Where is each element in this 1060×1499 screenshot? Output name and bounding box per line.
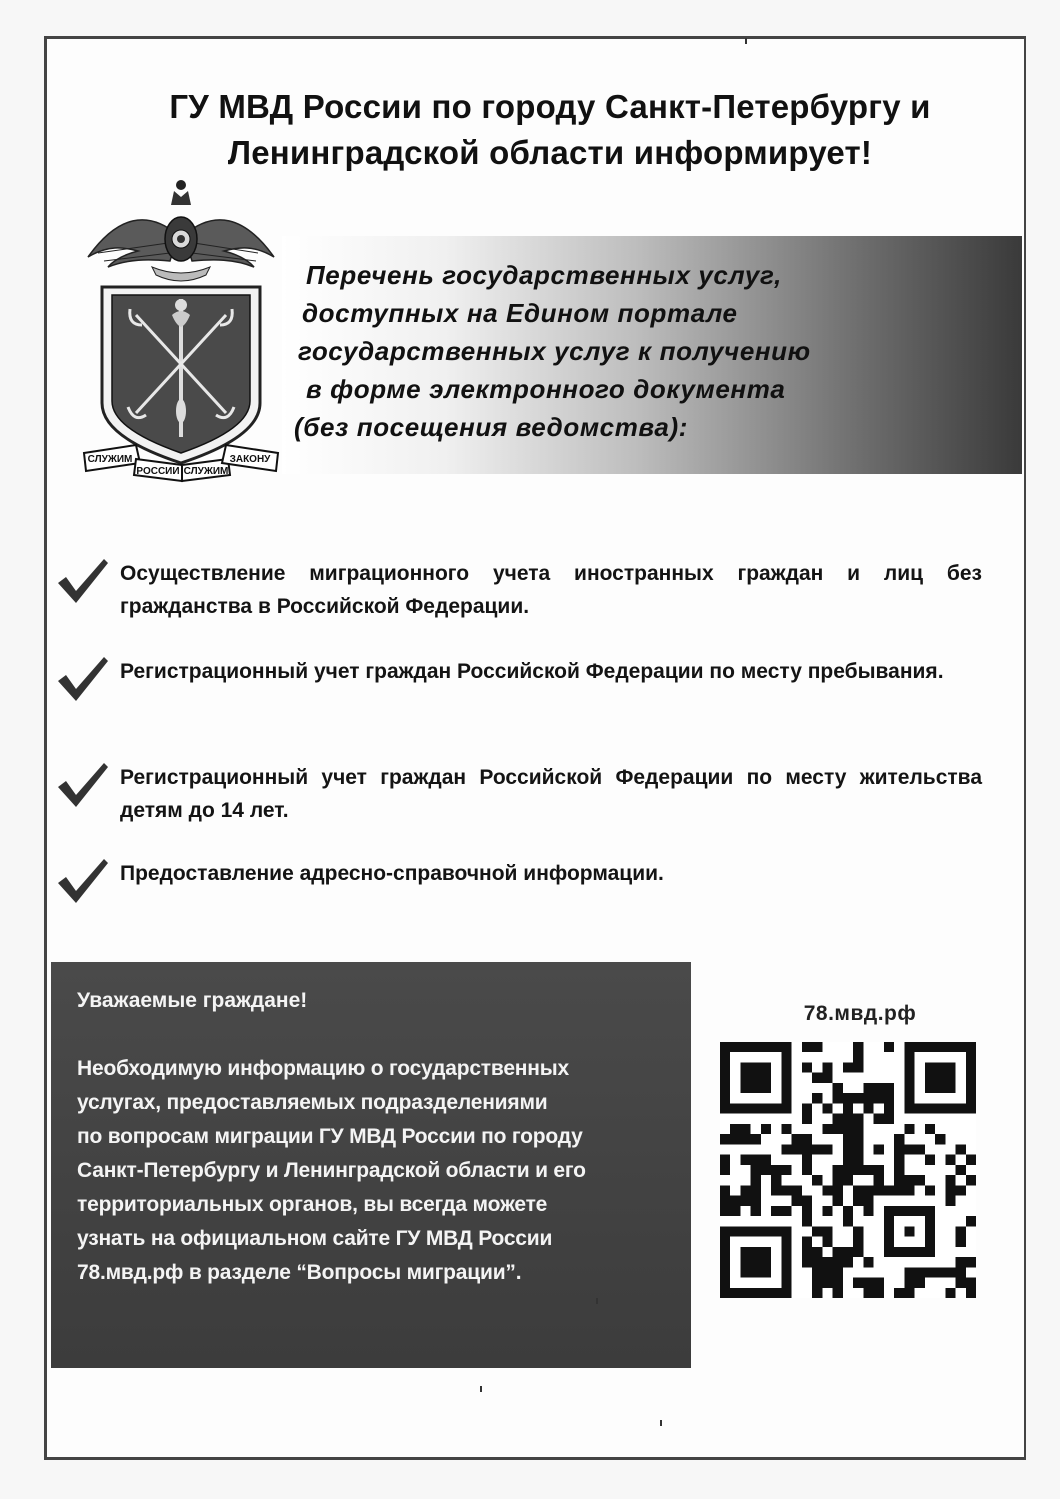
notice-line-3: по вопросам миграции ГУ МВД России по городу [77, 1125, 583, 1148]
notice-greeting: Уважаемые граждане! [77, 989, 308, 1012]
checkmark-icon [56, 557, 110, 605]
services-banner-text [294, 256, 934, 446]
notice-line-7: 78.мвд.рф в разделе “Вопросы миграции”. [77, 1261, 522, 1284]
banner-line-1: Перечень государственных услуг, [306, 260, 782, 290]
mvd-emblem [78, 175, 284, 485]
scan-speck [596, 1298, 598, 1304]
mvd-emblem-icon [78, 175, 284, 485]
ribbon-word-4: ЗАКОНУ [229, 454, 271, 465]
scan-speck [745, 38, 747, 44]
notice-line-5: территориальных органов, вы всегда можете [77, 1193, 548, 1216]
scan-speck [660, 1420, 662, 1426]
service-text: Предоставление адресно-справочной информации. [120, 862, 664, 885]
notice-line-6: узнать на официальном сайте ГУ МВД России [77, 1227, 553, 1250]
checkmark-icon [56, 857, 110, 905]
notice-line-2: услугах, предоставляемых подразделениями [77, 1091, 548, 1114]
notice-body [77, 1052, 669, 1290]
notice-line-1: Необходимую информацию о государственных [77, 1057, 569, 1080]
banner-line-2: доступных на Едином портале [302, 298, 738, 328]
service-text: Осуществление миграционного учета иностранных граждан и лиц без гражданства в Российской Федерации. [120, 562, 982, 618]
banner-line-3: государственных услуг к получению [298, 336, 811, 366]
service-text: Регистрационный учет граждан Российской Федерации по месту жительства детям до 14 лет. [120, 766, 982, 822]
qr-url-label: 78.мвд.рф [803, 1002, 917, 1025]
checkmark-icon [56, 655, 110, 703]
banner-line-5: (без посещения ведомства): [294, 412, 688, 442]
banner-line-4: в форме электронного документа [306, 374, 786, 404]
title-line-2: Ленинградской области информирует! [227, 134, 873, 171]
service-text: Регистрационный учет граждан Российской Федерации по месту пребывания. [120, 660, 944, 683]
ribbon-word-3: СЛУЖИМ [183, 466, 229, 477]
citizens-notice [51, 962, 691, 1368]
checkmark-icon [56, 761, 110, 809]
qr-code-icon[interactable] [720, 1042, 976, 1298]
notice-line-4: Санкт-Петербургу и Ленинградской области и его [77, 1159, 586, 1182]
title-line-1: ГУ МВД России по городу Санкт-Петербургу и [169, 88, 931, 125]
ribbon-word-1: СЛУЖИМ [87, 454, 133, 465]
page-title [90, 84, 1010, 176]
ribbon-word-2: РОССИИ [136, 466, 180, 477]
scan-speck [480, 1386, 482, 1392]
